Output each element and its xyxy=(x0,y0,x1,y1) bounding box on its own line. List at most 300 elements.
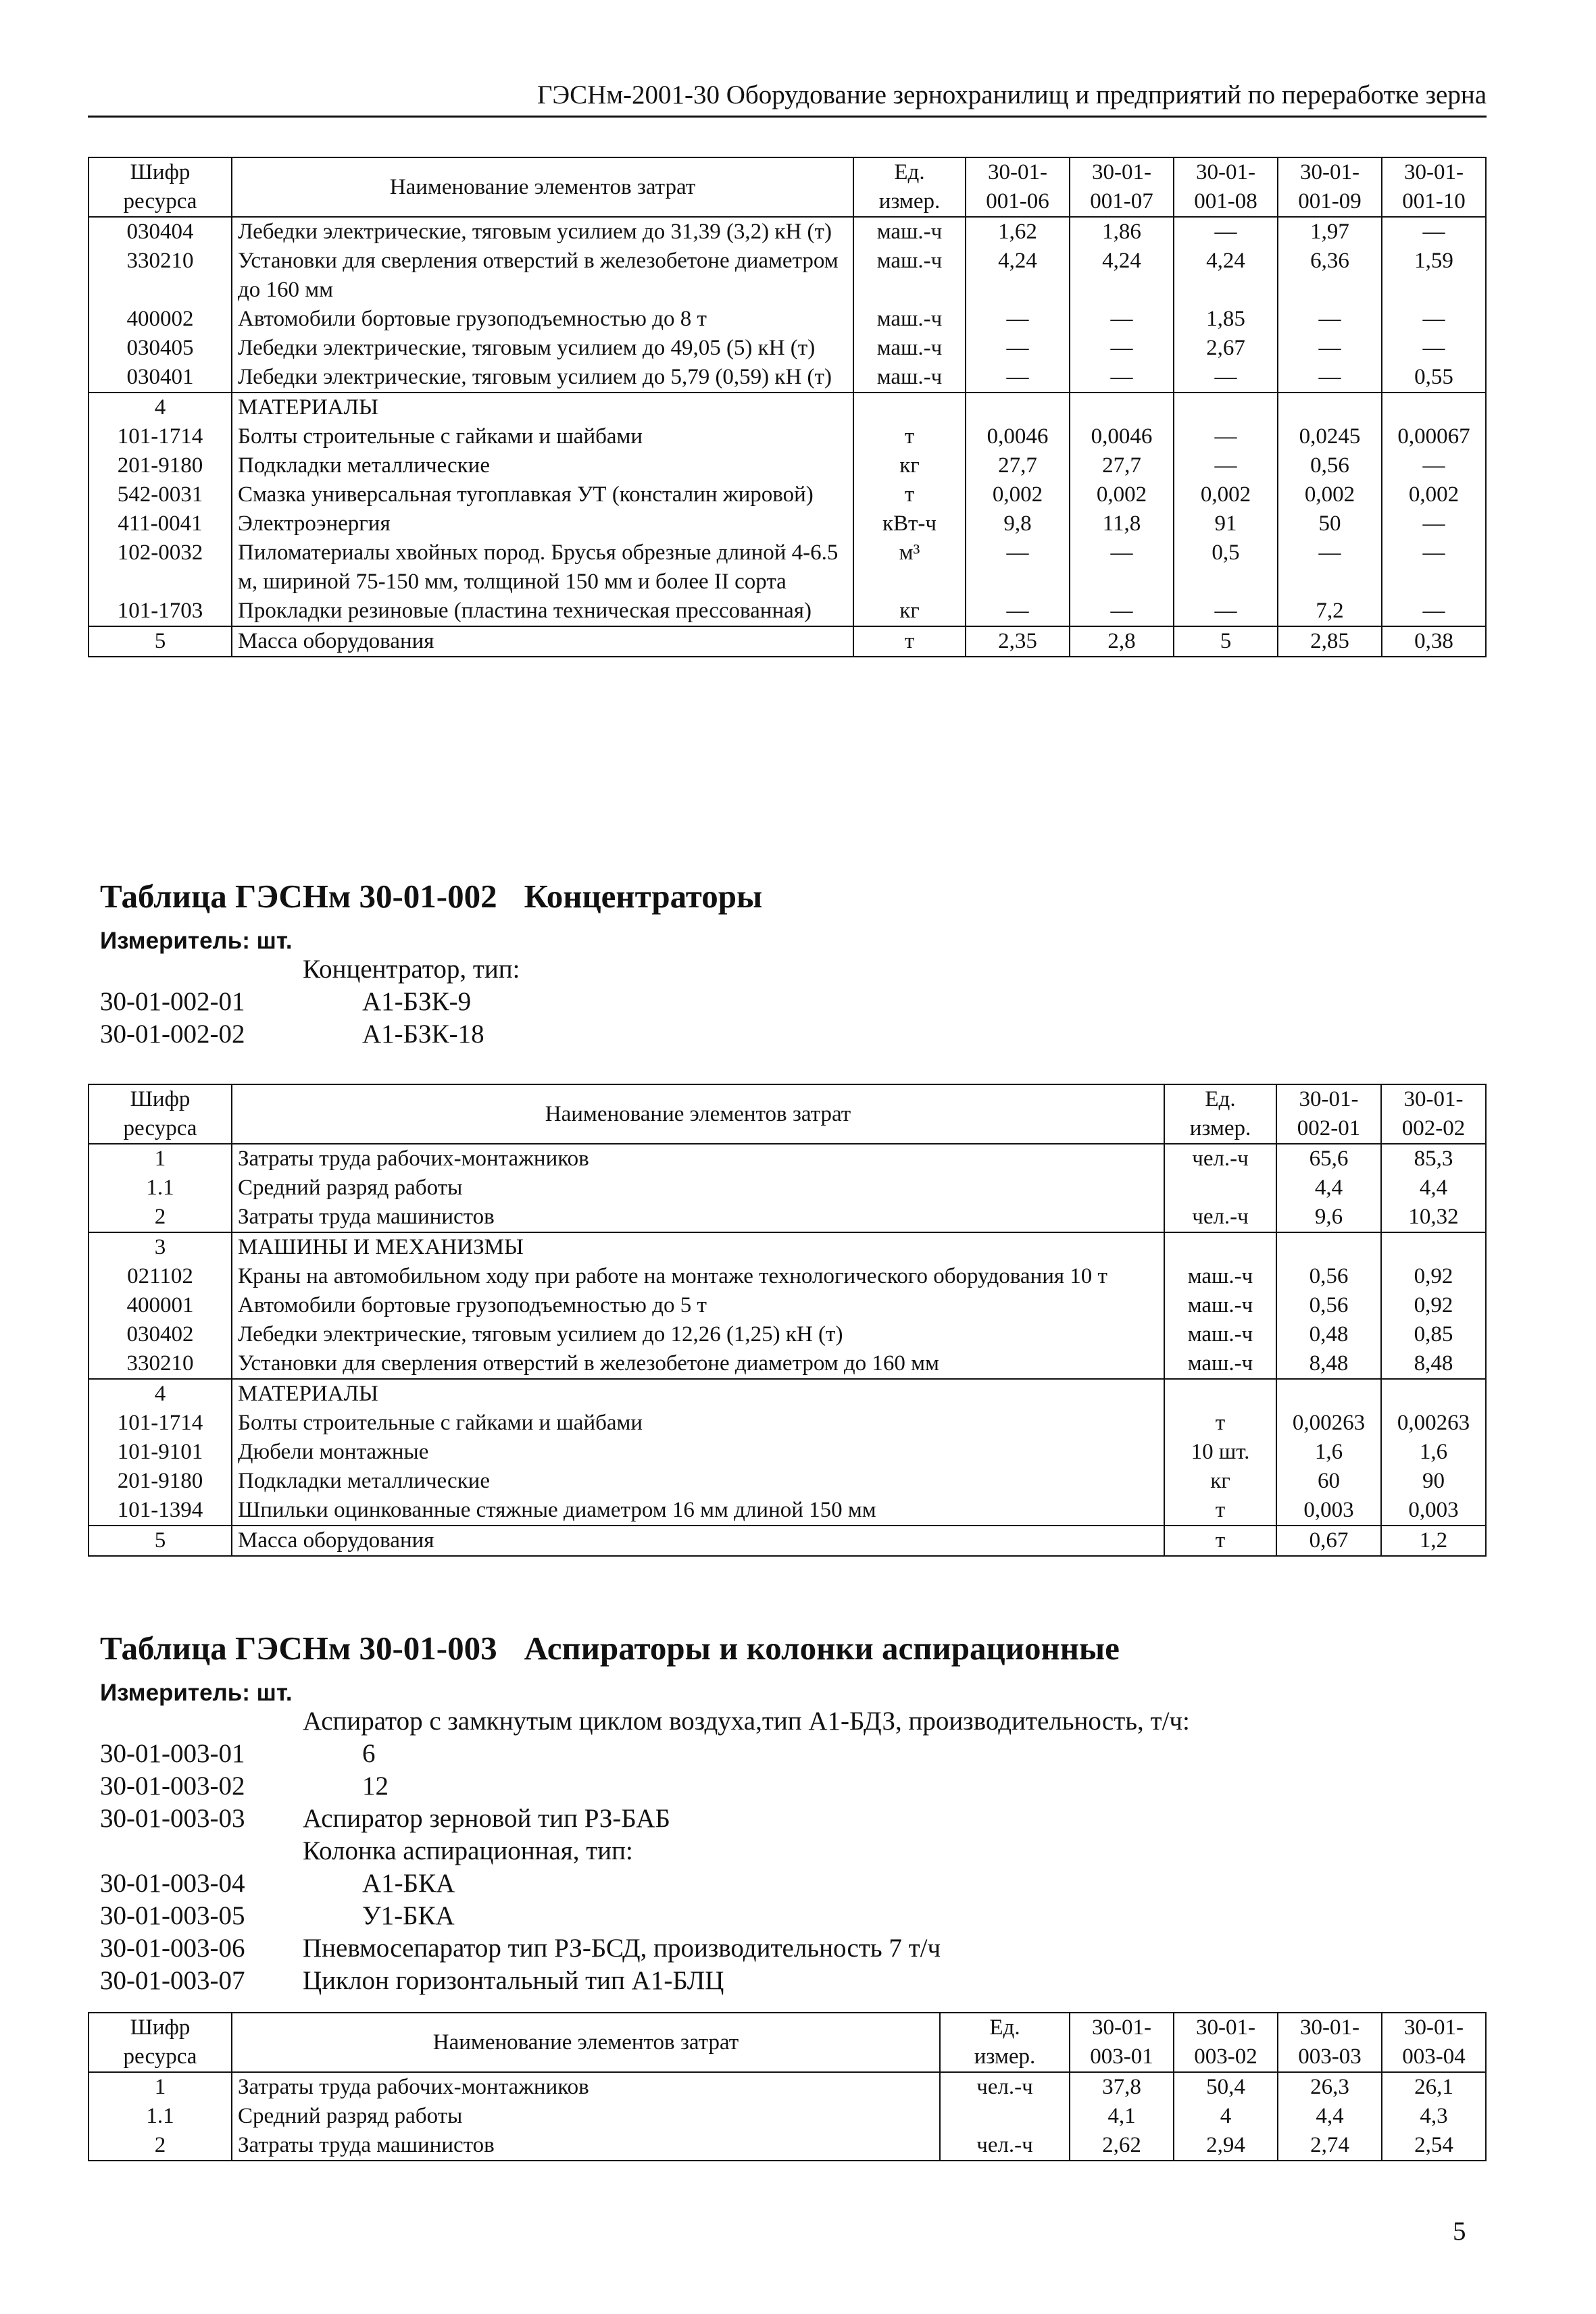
header-column-line: 30-01- xyxy=(988,160,1047,184)
table-row xyxy=(89,363,1486,393)
resource-value: 4,4 xyxy=(1278,2102,1382,2131)
resource-code: 400002 xyxy=(89,305,232,334)
header-column-line: 30-01- xyxy=(1404,2015,1464,2040)
resource-value: — xyxy=(1070,363,1174,393)
table-row xyxy=(89,509,1486,538)
header-column-line: 30-01- xyxy=(1300,160,1360,184)
table-row xyxy=(89,422,1486,451)
resource-value: 26,3 xyxy=(1278,2072,1382,2102)
resource-value: 1,62 xyxy=(966,217,1070,247)
position-code: 30-01-003-05 xyxy=(100,1901,245,1930)
position-description: Концентратор, тип: xyxy=(303,955,520,984)
resource-name: Дюбели монтажные xyxy=(232,1438,1164,1467)
resource-code: 101-1703 xyxy=(89,597,232,626)
resource-name: Лебедки электрические, тяговым усилием до 49,05 (5) кН (т) xyxy=(232,334,853,363)
resource-value xyxy=(1174,393,1278,422)
header-code-line: Шифр xyxy=(130,2015,191,2040)
header-unit-line: Ед. xyxy=(1205,1087,1236,1111)
header-unit-line: измер. xyxy=(974,2044,1036,2069)
resource-value xyxy=(1382,393,1486,422)
header-unit xyxy=(1164,1084,1276,1144)
resource-code: 1 xyxy=(89,2072,232,2102)
resource-value: 0,85 xyxy=(1381,1320,1486,1349)
header-column-line: 30-01- xyxy=(1092,160,1151,184)
resource-value: — xyxy=(1382,217,1486,247)
position-code: 30-01-003-03 xyxy=(100,1804,245,1833)
resource-value: 2,94 xyxy=(1174,2131,1278,2161)
resource-value xyxy=(966,393,1070,422)
header-unit xyxy=(940,2013,1070,2072)
header-name: Наименование элементов затрат xyxy=(232,1084,1164,1144)
resource-value: 4,4 xyxy=(1381,1174,1486,1203)
resource-unit: т xyxy=(853,626,966,657)
resource-value: 4,24 xyxy=(966,247,1070,305)
resource-value: 6,36 xyxy=(1278,247,1382,305)
resource-name: Средний разряд работы xyxy=(232,1174,1164,1203)
resource-value: 0,00263 xyxy=(1381,1409,1486,1438)
resource-value: — xyxy=(1174,217,1278,247)
resource-value: 2,62 xyxy=(1070,2131,1174,2161)
table-row xyxy=(89,1349,1486,1379)
resource-unit: 10 шт. xyxy=(1164,1438,1276,1467)
table-row xyxy=(89,2102,1486,2131)
position-description: 6 xyxy=(362,1739,376,1768)
resource-unit: чел.-ч xyxy=(940,2072,1070,2102)
header-column-line: 003-04 xyxy=(1402,2044,1466,2069)
resource-value: — xyxy=(1174,363,1278,393)
resource-code: 201-9180 xyxy=(89,451,232,480)
resource-name: Затраты труда машинистов xyxy=(232,1203,1164,1232)
header-code-line: ресурса xyxy=(123,2044,197,2069)
resource-value: 1,59 xyxy=(1382,247,1486,305)
resource-unit: чел.-ч xyxy=(1164,1203,1276,1232)
resource-value: 50 xyxy=(1278,509,1382,538)
header-code-line: ресурса xyxy=(123,1116,197,1140)
header-column-line: 30-01- xyxy=(1403,1087,1464,1111)
resource-name: Автомобили бортовые грузоподъемностью до 5 т xyxy=(232,1291,1164,1320)
resource-value: 27,7 xyxy=(966,451,1070,480)
resource-value xyxy=(1381,1232,1486,1262)
position-description: Пневмосепаратор тип РЗ-БСД, производительность 7 т/ч xyxy=(303,1934,941,1963)
header-column-code xyxy=(1174,2013,1278,2072)
resource-value: — xyxy=(1070,597,1174,626)
table-row xyxy=(89,1291,1486,1320)
resource-value: 1,6 xyxy=(1276,1438,1381,1467)
position-description: Аспиратор с замкнутым циклом воздуха,тип А1-БДЗ, производительность, т/ч: xyxy=(303,1707,1190,1736)
resource-value: 0,0046 xyxy=(1070,422,1174,451)
table-name: Концентраторы xyxy=(524,878,763,915)
table-row xyxy=(89,1320,1486,1349)
header-column-line: 30-01- xyxy=(1404,160,1464,184)
resource-code: 201-9180 xyxy=(89,1467,232,1496)
table-title-2 xyxy=(100,877,762,915)
resource-unit: т xyxy=(853,480,966,509)
measure-unit: Измеритель: шт. xyxy=(100,1680,293,1706)
resource-value: 0,002 xyxy=(1278,480,1382,509)
resource-unit: т xyxy=(1164,1526,1276,1556)
resource-value: — xyxy=(1382,509,1486,538)
resource-code: 101-1714 xyxy=(89,422,232,451)
resource-code: 5 xyxy=(89,1526,232,1556)
resource-value: 0,55 xyxy=(1382,363,1486,393)
resource-value: — xyxy=(1070,334,1174,363)
header-column-code xyxy=(1278,157,1382,217)
resource-code: 400001 xyxy=(89,1291,232,1320)
header-column-code xyxy=(1381,1084,1486,1144)
table-row xyxy=(89,597,1486,626)
resource-name: МАТЕРИАЛЫ xyxy=(232,1379,1164,1409)
resource-value: 91 xyxy=(1174,509,1278,538)
resource-value: 0,56 xyxy=(1276,1291,1381,1320)
resource-value: 85,3 xyxy=(1381,1144,1486,1174)
table-row xyxy=(89,1232,1486,1262)
resource-code: 1 xyxy=(89,1144,232,1174)
resource-value: — xyxy=(966,597,1070,626)
table-name: Аспираторы и колонки аспирационные xyxy=(524,1630,1120,1667)
header-column-line: 001-08 xyxy=(1194,189,1257,213)
position-description: 12 xyxy=(362,1771,389,1801)
resource-value: 0,003 xyxy=(1381,1496,1486,1526)
resource-value: — xyxy=(1382,451,1486,480)
resource-code: 101-1714 xyxy=(89,1409,232,1438)
position-code: 30-01-003-04 xyxy=(100,1869,245,1898)
resource-code: 030402 xyxy=(89,1320,232,1349)
table-row xyxy=(89,538,1486,597)
resource-code: 101-9101 xyxy=(89,1438,232,1467)
resource-name: Электроэнергия xyxy=(232,509,853,538)
table-title-3 xyxy=(100,1629,1120,1667)
resource-unit xyxy=(1164,1232,1276,1262)
table-row xyxy=(89,2072,1486,2102)
header-column-line: 003-02 xyxy=(1194,2044,1257,2069)
resource-name: Затраты труда машинистов xyxy=(232,2131,940,2161)
resource-unit: т xyxy=(1164,1409,1276,1438)
resource-name: Масса оборудования xyxy=(232,1526,1164,1556)
header-unit-line: измер. xyxy=(878,189,941,213)
resource-unit xyxy=(853,393,966,422)
header-column-line: 001-06 xyxy=(986,189,1049,213)
resource-value: 2,35 xyxy=(966,626,1070,657)
resource-value: 0,002 xyxy=(1070,480,1174,509)
resource-unit: чел.-ч xyxy=(1164,1144,1276,1174)
resource-value: — xyxy=(1382,334,1486,363)
resource-name: Пиломатериалы хвойных пород. Брусья обрезные длиной 4-6.5 м, шириной 75-150 мм, толщиной 150 мм и более II сорта xyxy=(232,538,853,597)
resource-value: 0,38 xyxy=(1382,626,1486,657)
resource-value: 4,4 xyxy=(1276,1174,1381,1203)
resource-value: 10,32 xyxy=(1381,1203,1486,1232)
resource-value: 2,74 xyxy=(1278,2131,1382,2161)
resource-value: 0,0046 xyxy=(966,422,1070,451)
table-row xyxy=(89,305,1486,334)
header-column-code xyxy=(1382,2013,1486,2072)
position-description: Аспиратор зерновой тип РЗ-БАБ xyxy=(303,1804,670,1833)
header-column-code xyxy=(966,157,1070,217)
header-column-line: 003-01 xyxy=(1090,2044,1153,2069)
resource-name: МАТЕРИАЛЫ xyxy=(232,393,853,422)
resource-value: 27,7 xyxy=(1070,451,1174,480)
resource-value: 50,4 xyxy=(1174,2072,1278,2102)
resource-value: 1,97 xyxy=(1278,217,1382,247)
resource-name: Подкладки металлические xyxy=(232,1467,1164,1496)
resource-name: Автомобили бортовые грузоподъемностью до 8 т xyxy=(232,305,853,334)
resource-value: — xyxy=(966,538,1070,597)
resource-unit: т xyxy=(853,422,966,451)
position-code: 30-01-003-01 xyxy=(100,1739,245,1768)
header-column-line: 30-01- xyxy=(1300,2015,1360,2040)
resource-code: 030405 xyxy=(89,334,232,363)
resource-value: 0,5 xyxy=(1174,538,1278,597)
header-column-line: 30-01- xyxy=(1299,1087,1359,1111)
position-code: 30-01-002-02 xyxy=(100,1020,245,1049)
resource-name: Лебедки электрические, тяговым усилием до 5,79 (0,59) кН (т) xyxy=(232,363,853,393)
resource-value: 1,85 xyxy=(1174,305,1278,334)
resource-unit: кг xyxy=(853,451,966,480)
header-column-line: 001-07 xyxy=(1090,189,1153,213)
header-code-line: ресурса xyxy=(123,189,197,213)
header-column-line: 001-10 xyxy=(1402,189,1466,213)
resource-code: 330210 xyxy=(89,1349,232,1379)
resource-name: Лебедки электрические, тяговым усилием до 31,39 (3,2) кН (т) xyxy=(232,217,853,247)
measure-unit: Измеритель: шт. xyxy=(100,928,293,954)
table-row xyxy=(89,1144,1486,1174)
resource-unit xyxy=(1164,1379,1276,1409)
header-column-code xyxy=(1174,157,1278,217)
header-column-code xyxy=(1382,157,1486,217)
header-unit-line: Ед. xyxy=(894,160,925,184)
resource-code: 021102 xyxy=(89,1262,232,1291)
table-row xyxy=(89,334,1486,363)
position-code: 30-01-003-02 xyxy=(100,1771,245,1801)
table-number: Таблица ГЭСНм 30-01-002 xyxy=(100,878,497,915)
resource-value: — xyxy=(1278,363,1382,393)
table-row xyxy=(89,393,1486,422)
resource-value: 0,92 xyxy=(1381,1291,1486,1320)
header-name: Наименование элементов затрат xyxy=(232,157,853,217)
resource-unit: т xyxy=(1164,1496,1276,1526)
resource-value: 5 xyxy=(1174,626,1278,657)
table-row xyxy=(89,480,1486,509)
table-row xyxy=(89,626,1486,657)
header-column-code xyxy=(1276,1084,1381,1144)
resource-value: 0,002 xyxy=(1382,480,1486,509)
resource-name: Болты строительные с гайками и шайбами xyxy=(232,422,853,451)
header-column-line: 002-02 xyxy=(1401,1116,1466,1140)
resource-value: 0,003 xyxy=(1276,1496,1381,1526)
resource-table-2 xyxy=(88,1084,1487,1557)
running-header: ГЭСНм-2001-30 Оборудование зернохранилищ и предприятий по переработке зерна xyxy=(88,80,1487,118)
table-row xyxy=(89,247,1486,305)
header-unit xyxy=(853,157,966,217)
resource-value: 9,6 xyxy=(1276,1203,1381,1232)
header-column-code xyxy=(1278,2013,1382,2072)
header-column-line: 002-01 xyxy=(1297,1116,1361,1140)
resource-table-3 xyxy=(88,2012,1487,2161)
resource-code: 4 xyxy=(89,393,232,422)
resource-unit: маш.-ч xyxy=(1164,1262,1276,1291)
position-code: 30-01-002-01 xyxy=(100,987,245,1016)
resource-value: — xyxy=(1278,334,1382,363)
resource-unit: кг xyxy=(853,597,966,626)
resource-value: 2,8 xyxy=(1070,626,1174,657)
resource-value: — xyxy=(1278,305,1382,334)
resource-value: 0,0245 xyxy=(1278,422,1382,451)
header-code xyxy=(89,1084,232,1144)
resource-value: 26,1 xyxy=(1382,2072,1486,2102)
resource-unit: м³ xyxy=(853,538,966,597)
resource-value: 9,8 xyxy=(966,509,1070,538)
resource-value: 8,48 xyxy=(1381,1349,1486,1379)
table-row xyxy=(89,1438,1486,1467)
resource-value: 0,92 xyxy=(1381,1262,1486,1291)
resource-value: 1,6 xyxy=(1381,1438,1486,1467)
resource-code: 5 xyxy=(89,626,232,657)
position-description: А1-БКА xyxy=(362,1869,455,1898)
resource-code: 101-1394 xyxy=(89,1496,232,1526)
resource-value: — xyxy=(966,363,1070,393)
resource-unit: маш.-ч xyxy=(1164,1349,1276,1379)
resource-unit: маш.-ч xyxy=(853,217,966,247)
resource-table-1 xyxy=(88,157,1487,657)
resource-value: 11,8 xyxy=(1070,509,1174,538)
header-code xyxy=(89,2013,232,2072)
resource-value: 7,2 xyxy=(1278,597,1382,626)
resource-unit: кг xyxy=(1164,1467,1276,1496)
resource-code: 4 xyxy=(89,1379,232,1409)
resource-name: Лебедки электрические, тяговым усилием до 12,26 (1,25) кН (т) xyxy=(232,1320,1164,1349)
resource-value: 4 xyxy=(1174,2102,1278,2131)
resource-value xyxy=(1276,1379,1381,1409)
resource-code: 1.1 xyxy=(89,1174,232,1203)
position-description: А1-БЗК-18 xyxy=(362,1020,484,1049)
resource-value: 0,002 xyxy=(966,480,1070,509)
resource-value xyxy=(1381,1379,1486,1409)
header-column-line: 003-03 xyxy=(1298,2044,1362,2069)
resource-unit: маш.-ч xyxy=(1164,1320,1276,1349)
table-row xyxy=(89,1174,1486,1203)
resource-value: 65,6 xyxy=(1276,1144,1381,1174)
resource-value: — xyxy=(1174,422,1278,451)
resource-code: 1.1 xyxy=(89,2102,232,2131)
resource-value: 1,86 xyxy=(1070,217,1174,247)
resource-value xyxy=(1070,393,1174,422)
resource-name: Подкладки металлические xyxy=(232,451,853,480)
header-code-line: Шифр xyxy=(130,160,191,184)
resource-unit: маш.-ч xyxy=(853,363,966,393)
resource-value: — xyxy=(1174,597,1278,626)
position-code: 30-01-003-06 xyxy=(100,1934,245,1963)
header-code xyxy=(89,157,232,217)
resource-code: 2 xyxy=(89,1203,232,1232)
resource-name: Установки для сверления отверстий в железобетоне диаметром до 160 мм xyxy=(232,1349,1164,1379)
table-row xyxy=(89,1203,1486,1232)
resource-value: 0,002 xyxy=(1174,480,1278,509)
table-row xyxy=(89,1496,1486,1526)
resource-value xyxy=(1278,393,1382,422)
page-number: 5 xyxy=(1453,2217,1466,2246)
resource-value: 2,54 xyxy=(1382,2131,1486,2161)
resource-value: 1,2 xyxy=(1381,1526,1486,1556)
table-row xyxy=(89,1409,1486,1438)
resource-value: — xyxy=(1382,597,1486,626)
resource-unit: маш.-ч xyxy=(853,305,966,334)
position-description: Циклон горизонтальный тип А1-БЛЦ xyxy=(303,1966,724,1995)
resource-name: Затраты труда рабочих-монтажников xyxy=(232,1144,1164,1174)
resource-code: 542-0031 xyxy=(89,480,232,509)
resource-value: — xyxy=(1070,305,1174,334)
resource-value: 90 xyxy=(1381,1467,1486,1496)
table-row xyxy=(89,217,1486,247)
resource-code: 330210 xyxy=(89,247,232,305)
header-column-code xyxy=(1070,2013,1174,2072)
position-description: Колонка аспирационная, тип: xyxy=(303,1836,633,1865)
resource-name: Установки для сверления отверстий в железобетоне диаметром до 160 мм xyxy=(232,247,853,305)
position-description: А1-БЗК-9 xyxy=(362,987,472,1016)
resource-value: — xyxy=(1278,538,1382,597)
table-row xyxy=(89,1379,1486,1409)
header-code-line: Шифр xyxy=(130,1087,191,1111)
resource-value: 0,48 xyxy=(1276,1320,1381,1349)
resource-code: 2 xyxy=(89,2131,232,2161)
resource-value: 4,24 xyxy=(1070,247,1174,305)
resource-value: 8,48 xyxy=(1276,1349,1381,1379)
position-code: 30-01-003-07 xyxy=(100,1966,245,1995)
resource-value: — xyxy=(1070,538,1174,597)
resource-value: 0,56 xyxy=(1276,1262,1381,1291)
resource-value: 0,00263 xyxy=(1276,1409,1381,1438)
resource-value: 2,67 xyxy=(1174,334,1278,363)
resource-value: — xyxy=(966,334,1070,363)
resource-value: — xyxy=(1382,538,1486,597)
resource-value xyxy=(1276,1232,1381,1262)
resource-name: Средний разряд работы xyxy=(232,2102,940,2131)
resource-unit: кВт-ч xyxy=(853,509,966,538)
resource-code: 030401 xyxy=(89,363,232,393)
table-row xyxy=(89,1526,1486,1556)
header-column-line: 30-01- xyxy=(1092,2015,1151,2040)
table-row xyxy=(89,2131,1486,2161)
resource-unit xyxy=(1164,1174,1276,1203)
resource-code: 102-0032 xyxy=(89,538,232,597)
table-row xyxy=(89,451,1486,480)
resource-name: Прокладки резиновые (пластина техническая прессованная) xyxy=(232,597,853,626)
header-unit-line: измер. xyxy=(1189,1116,1251,1140)
resource-value: 4,3 xyxy=(1382,2102,1486,2131)
resource-code: 411-0041 xyxy=(89,509,232,538)
position-description: У1-БКА xyxy=(362,1901,455,1930)
resource-unit: чел.-ч xyxy=(940,2131,1070,2161)
resource-name: Затраты труда рабочих-монтажников xyxy=(232,2072,940,2102)
resource-value: — xyxy=(966,305,1070,334)
table-row xyxy=(89,1467,1486,1496)
resource-unit xyxy=(940,2102,1070,2131)
resource-value: 60 xyxy=(1276,1467,1381,1496)
resource-unit: маш.-ч xyxy=(853,247,966,305)
resource-name: Краны на автомобильном ходу при работе на монтаже технологического оборудования 10 т xyxy=(232,1262,1164,1291)
header-unit-line: Ед. xyxy=(989,2015,1020,2040)
header-column-line: 30-01- xyxy=(1196,160,1255,184)
resource-unit: маш.-ч xyxy=(1164,1291,1276,1320)
resource-name: Болты строительные с гайками и шайбами xyxy=(232,1409,1164,1438)
resource-value: — xyxy=(1174,451,1278,480)
resource-name: Шпильки оцинкованные стяжные диаметром 16 мм длиной 150 мм xyxy=(232,1496,1164,1526)
table-number: Таблица ГЭСНм 30-01-003 xyxy=(100,1630,497,1667)
header-column-code xyxy=(1070,157,1174,217)
resource-value: 0,67 xyxy=(1276,1526,1381,1556)
resource-value: 2,85 xyxy=(1278,626,1382,657)
resource-name: Масса оборудования xyxy=(232,626,853,657)
resource-value: 0,56 xyxy=(1278,451,1382,480)
resource-value: 4,1 xyxy=(1070,2102,1174,2131)
